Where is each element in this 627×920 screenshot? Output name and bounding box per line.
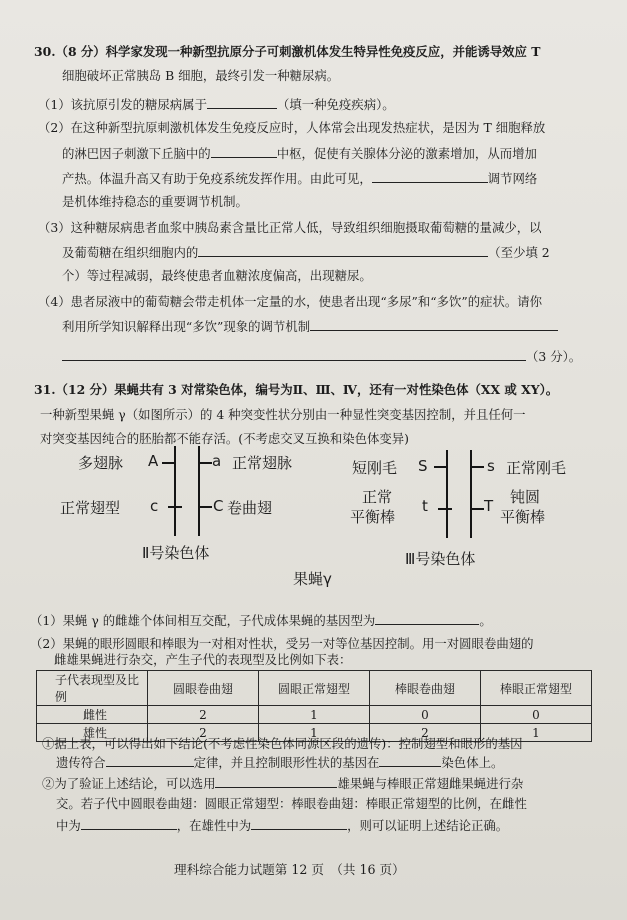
gene-s: s — [487, 457, 495, 475]
q31-header: 31.（12 分）果蝇共有 3 对常染色体，编号为Ⅱ、Ⅲ、Ⅳ，还有一对性染色体（XX 或 XY）。 — [34, 382, 559, 397]
offspring-phenotype-table — [36, 670, 592, 742]
q30-header-cont: 细胞破坏正常胰岛 B 细胞，最终引发一种糖尿病。 — [62, 68, 340, 83]
trait-curly-wing: 卷曲翅 — [227, 499, 273, 517]
trait-normal-bristle: 正常刚毛 — [506, 459, 567, 477]
q30-part2-line1: （2）在这种新型抗原刺激机体发生免疫反应时，人体常会出现发热症状，是因为 T 细胞释放 — [38, 120, 546, 135]
table-cell: 0 — [370, 706, 481, 724]
table-header-row — [37, 671, 592, 706]
gene-C: C — [213, 497, 224, 515]
q30-part1: （1）该抗原引发的糖尿病属于 （填一种免疫疾病）。 — [38, 97, 395, 112]
q31-sub1-line2: 遗传符合 定律，并且控制眼形性状的基因在 染色体上。 — [56, 755, 504, 770]
q31-blank-2[interactable] — [106, 754, 194, 767]
q31-part1: （1）果蝇 γ 的雌雄个体间相互交配，子代成体果蝇的基因型为 。 — [30, 613, 492, 628]
q31-blank-3[interactable] — [379, 754, 441, 767]
q30-part2-line2: 的淋巴因子刺激下丘脑中的 中枢，促使有关腺体分泌的激素增加，从而增加 — [62, 146, 537, 161]
q30-part2-line4: 是机体维持稳态的重要调节机制。 — [62, 194, 248, 209]
table-cell: 2 — [148, 706, 259, 724]
q31-blank-4[interactable] — [215, 775, 337, 788]
trait-short-bristle: 短刚毛 — [352, 459, 398, 477]
trait-normal-wing: 正常翅型 — [60, 499, 121, 517]
table-header-cell: 棒眼卷曲翅 — [370, 671, 481, 706]
table-cell: 0 — [481, 706, 592, 724]
q31-blank-6[interactable] — [251, 817, 347, 830]
q31-line2: 一种新型果蝇 γ（如图所示）的 4 种突变性状分别由一种显性突变基因控制，并且任何一 — [40, 407, 526, 422]
gene-A: A — [148, 452, 159, 470]
q31-part2-line1: （2）果蝇的眼形圆眼和棒眼为一对相对性状，受另一对等位基因控制。用一对圆眼卷曲翅的 — [30, 636, 534, 651]
q30-part3-line3: 个）等过程减弱，最终使患者血糖浓度偏高，出现糖尿。 — [62, 268, 372, 283]
table-cell: 1 — [259, 724, 370, 742]
gene-c: c — [150, 497, 159, 515]
q30-part4-line1: （4）患者尿液中的葡萄糖会带走机体一定量的水，使患者出现“多尿”和“多饮”的症状。请你 — [38, 294, 543, 309]
q30-part3-line2: 及葡萄糖在组织细胞内的 （至少填 2 — [62, 245, 550, 260]
q30-blank-2[interactable] — [211, 145, 277, 158]
q30-part4-line3: （3 分）。 — [62, 348, 581, 365]
q30-part2-line3: 产热。体温升高又有助于免疫系统发挥作用。由此可见， 调节网络 — [62, 171, 538, 186]
table-row — [37, 706, 592, 724]
trait-blunt-haltere-2: 平衡棒 — [500, 508, 546, 526]
table-header-cell: 圆眼正常翅型 — [259, 671, 370, 706]
trait-normal-haltere-1: 正常 — [362, 488, 393, 506]
table-cell: 2 — [148, 724, 259, 742]
q30-part3-line1: （3）这种糖尿病患者血浆中胰岛素含量比正常人低，导致组织细胞摄取葡萄糖的量减少，以 — [38, 220, 542, 235]
table-cell: 雌性 — [37, 706, 148, 724]
q31-sub2-line2: 交。若子代中圆眼卷曲翅：圆眼正常翅型：棒眼卷曲翅：棒眼正常翅型的比例，在雌性 — [56, 796, 527, 811]
table-cell: 雄性 — [37, 724, 148, 742]
q31-blank-5[interactable] — [81, 817, 177, 830]
q30-blank-4[interactable] — [198, 244, 488, 257]
table-cell: 1 — [259, 706, 370, 724]
q31-part2-line2: 雌雄果蝇进行杂交，产生子代的表现型及比例如下表： — [54, 652, 352, 667]
table-cell: 1 — [481, 724, 592, 742]
figure-caption: 果蝇γ — [293, 570, 332, 588]
gene-t: t — [422, 497, 428, 515]
page-footer: 理科综合能力试题第 12 页 （共 16 页） — [174, 862, 405, 877]
q31-sub2-line1: ②为了验证上述结论，可以选用 雄果蝇与棒眼正常翅雌果蝇进行杂 — [42, 776, 524, 791]
q31-sub2-line3: 中为 ，在雄性中为 ，则可以证明上述结论正确。 — [56, 818, 509, 833]
gene-T: T — [484, 497, 494, 515]
q30-header: 30.（8 分）科学家发现一种新型抗原分子可刺激机体发生特异性免疫反应，并能诱导效应 T — [34, 44, 541, 59]
chromosome-2-label: Ⅱ号染色体 — [142, 544, 210, 562]
q31-line3: 对突变基因纯合的胚胎都不能存活。(不考虑交叉互换和染色体变异) — [40, 431, 409, 446]
trait-normal-haltere-2: 平衡棒 — [350, 508, 396, 526]
trait-blunt-haltere-1: 钝圆 — [510, 488, 541, 506]
table-cell: 2 — [370, 724, 481, 742]
q30-blank-6[interactable] — [62, 348, 526, 361]
q31-blank-1[interactable] — [375, 612, 479, 625]
trait-normal-veins: 正常翅脉 — [232, 454, 293, 472]
trait-many-veins: 多翅脉 — [78, 454, 124, 472]
q31-sub1-line1: ①据上表，可以得出如下结论(不考虑性染色体同源区段的遗传)：控制翅型和眼形的基因 — [42, 736, 523, 751]
q30-blank-1[interactable] — [207, 96, 277, 109]
table-header-cell: 棒眼正常翅型 — [481, 671, 592, 706]
table-header-cell: 圆眼卷曲翅 — [148, 671, 259, 706]
q30-blank-3[interactable] — [372, 170, 488, 183]
q30-blank-5[interactable] — [310, 318, 558, 331]
table-header-cell: 子代表现型及比例 — [37, 671, 148, 706]
chromosome-3-label: Ⅲ号染色体 — [405, 550, 476, 568]
gene-S: S — [418, 457, 428, 475]
gene-a: a — [212, 452, 222, 470]
q30-part4-line2: 利用所学知识解释出现“多饮”现象的调节机制 — [62, 318, 558, 335]
